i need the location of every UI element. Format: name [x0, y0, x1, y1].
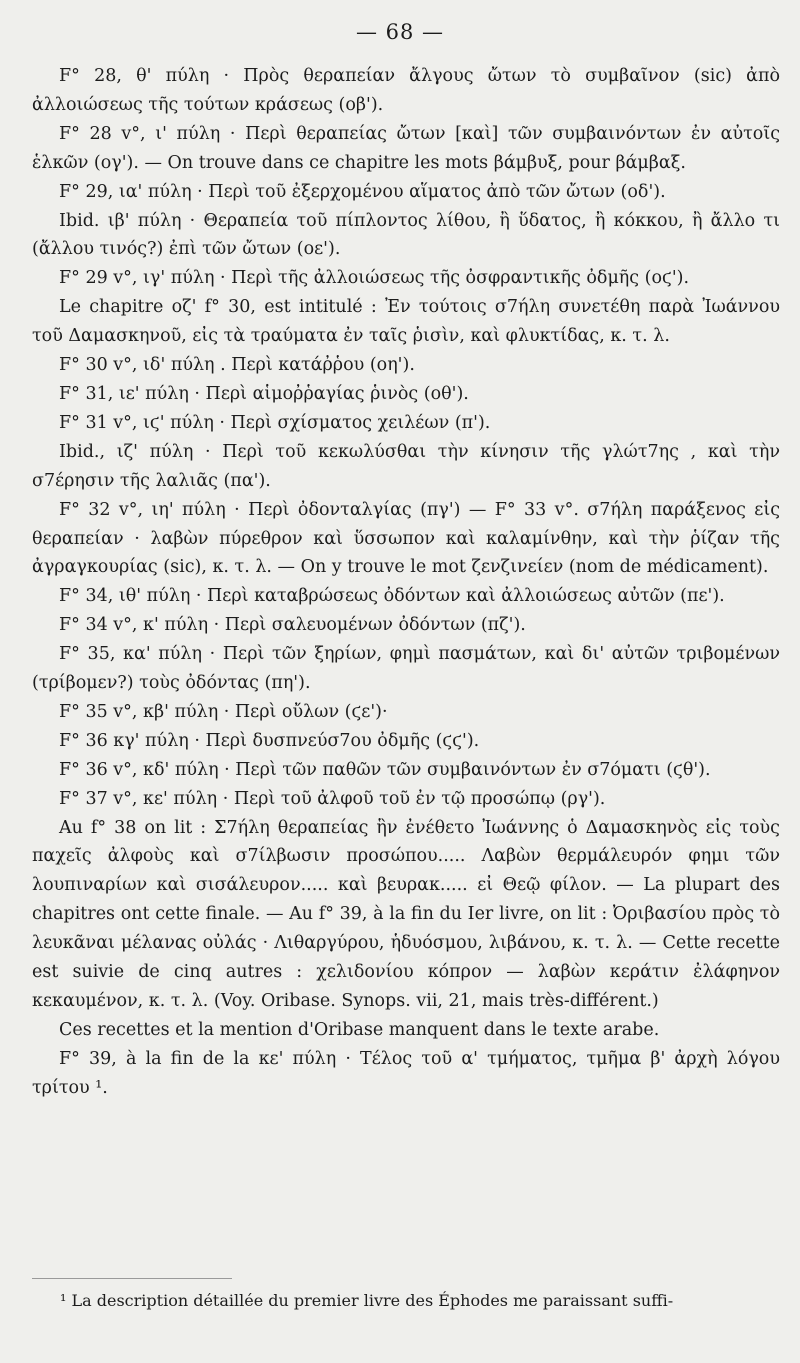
footnote: ¹ La description détaillée du premier livre des Éphodes me paraissant suffi- — [60, 1291, 674, 1310]
paragraph-f34v: F° 34 v°, κ' πύλη · Περὶ σαλευομένων ὀδόντων (πζ'). — [59, 615, 526, 636]
paragraph-f29: F° 29, ια' πύλη · Περὶ τοῦ ἐξερχομένου αἵματος ἀπὸ τῶν ὤτων (οδ'). — [59, 181, 666, 202]
paragraph-ibid-ib: Ibid. ιβ' πύλη · Θεραπεία τοῦ πίπλοντος λίθου, ἢ ὕδατος, ἢ κόκκου, ἢ ἄλλο τι (ἄλλου τινός?) ἐπὶ τῶν ὤτων (οε'). — [32, 210, 780, 260]
paragraph-f29v: F° 29 v°, ιγ' πύλη · Περὶ τῆς ἀλλοιώσεως τῆς ὀσφραντικῆς ὀδμῆς (οϛ'). — [59, 268, 690, 289]
paragraph-f39: F° 39, à la fin de la κε' πύλη · Τέλος τοῦ α' τμήματος, τμῆμα β' ἀρχὴ λόγου τρίτου ¹. — [32, 1048, 780, 1098]
paragraph-f31: F° 31, ιε' πύλη · Περὶ αἱμοῤῥαγίας ῥινὸς (οθ'). — [59, 383, 469, 404]
paragraph-f34: F° 34, ιθ' πύλη · Περὶ καταβρώσεως ὀδόντων καὶ ἀλλοιώσεως αὐτῶν (πε'). — [59, 586, 725, 607]
page-number: — 68 — — [355, 20, 445, 44]
footnote-divider — [32, 1278, 232, 1279]
paragraph-f31v: F° 31 v°, ιϛ' πύλη · Περὶ σχίσματος χειλέων (π'). — [59, 412, 491, 433]
paragraph-f32v: F° 32 v°, ιη' πύλη · Περὶ ὀδονταλγίας (πγ') — F° 33 v°. σ7ήλη παράξενος εἰς θεραπείαν · λαβὼν πύρεθρον καὶ ὕσσωπον καὶ καλαμίνθην, καὶ τὴν ῥίζαν τῆς ἀγραγκουρίας (sic), κ. τ. λ. — On y trouve le mot ζενζινείεν (nom de médicament). — [32, 499, 780, 578]
paragraph-recettes: Ces recettes et la mention d'Oribase manquent dans le texte arabe. — [59, 1019, 660, 1040]
paragraph-f38: Au f° 38 on lit : Σ7ήλη θεραπείας ἣν ἐνέθετο Ἰωάννης ὁ Δαμασκηνὸς εἰς τοὺς παχεῖς ἀλφοὺς καὶ σ7ίλβωσιν προσώπου..... Λαβὼν θερμάλευρόν φημι τῶν λουπιναρίων καὶ σισάλευρον..... καὶ βευρακ..... εἰ Θεῷ φίλον. — La plupart des chapitres ont cette finale. — Au f° 39, à la fin du Ier livre, on lit : Ὀριβασίου πρὸς τὸ λευκᾶναι μέλανας οὐλάς · Λιθαργύρου, ἡδυόσμου, λιβάνου, κ. τ. λ. — Cette recette est suivie de cinq autres : χελιδονίου κόπρον — λαβὼν κεράτιν ἐλάφηνον κεκαυμένον, κ. τ. λ. (Voy. Oribase. Synops. vii, 21, mais très-différent.) — [32, 817, 780, 1011]
paragraph-f28: F° 28, θ' πύλη · Πρὸς θεραπείαν ἄλγους ὤτων τὸ συμβαῖνον (sic) ἀπὸ ἀλλοιώσεως τῆς τούτων κράσεως (οβ'). — [32, 66, 780, 115]
paragraph-f35v: F° 35 v°, κβ' πύλη · Περὶ οὔλων (ϛε')· — [59, 701, 388, 722]
paragraph-f30v: F° 30 v°, ιδ' πύλη . Περὶ κατάῤῥου (οη'). — [59, 355, 415, 376]
paragraph-f35: F° 35, κα' πύλη · Περὶ τῶν ξηρίων, φημὶ πασμάτων, καὶ δι' αὐτῶν τριβομένων (τρίβομεν?) τοὺς ὀδόντας (πη'). — [32, 644, 780, 694]
paragraph-f28v: F° 28 v°, ι' πύλη · Περὶ θεραπείας ὤτων [καὶ] τῶν συμβαινόντων ἐν αὐτοῖς ἑλκῶν (ογ'). — On trouve dans ce chapitre les mots βάμβυξ, pour βάμβαξ. — [32, 123, 780, 173]
body-text — [32, 62, 780, 1103]
paragraph-f36v: F° 36 v°, κδ' πύλη · Περὶ τῶν παθῶν τῶν συμβαινόντων ἐν σ7όματι (ϛθ'). — [59, 759, 711, 780]
paragraph-chapitre-oz: Le chapitre οζ' f° 30, est intitulé : Ἐν τούτοις σ7ήλη συνετέθη παρὰ Ἰωάννου τοῦ Δαμασκηνοῦ, εἰς τὰ τραύματα ἐν ταῖς ῥισὶν, καὶ φλυκτίδας, κ. τ. λ. — [32, 297, 780, 347]
paragraph-f37v: F° 37 v°, κε' πύλη · Περὶ τοῦ ἀλφοῦ τοῦ ἐν τῷ προσώπῳ (ργ'). — [59, 788, 606, 809]
paragraph-ibid-iz: Ibid., ιζ' πύλη · Περὶ τοῦ κεκωλύσθαι τὴν κίνησιν τῆς γλώτ7ης , καὶ τὴν σ7έρησιν τῆς λαλιᾶς (πα'). — [32, 441, 780, 491]
paragraph-f36: F° 36 κγ' πύλη · Περὶ δυσπνεύσ7ου ὀδμῆς (ϛϛ'). — [59, 730, 480, 751]
